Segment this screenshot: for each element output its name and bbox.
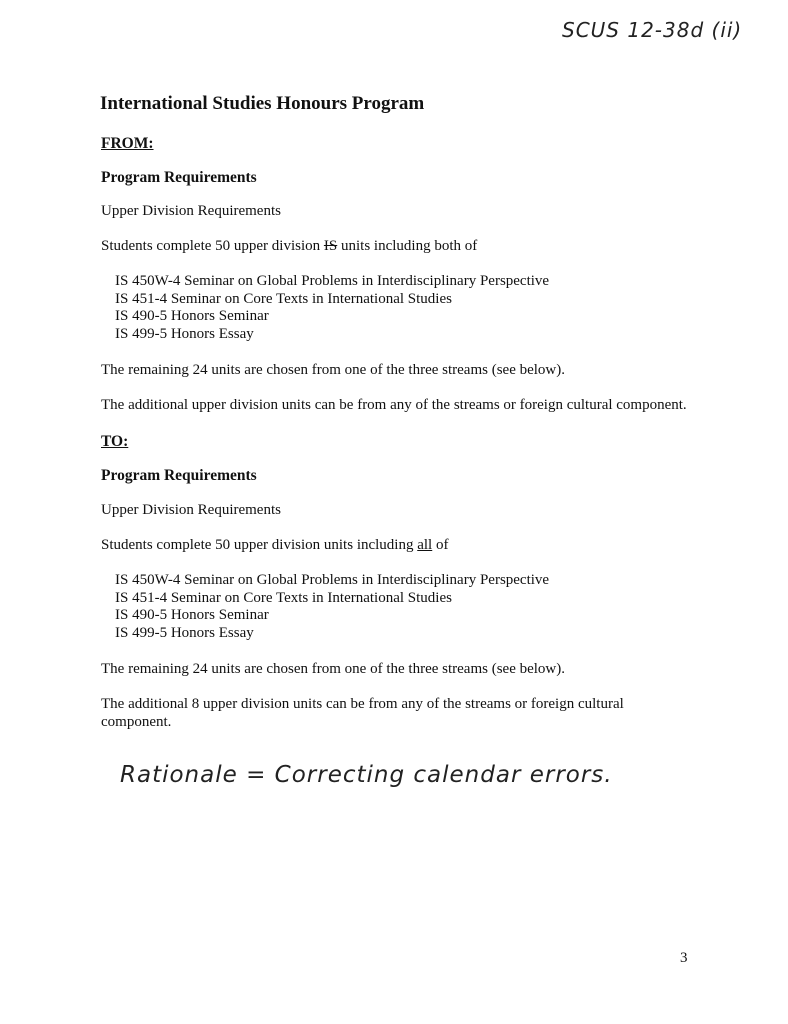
from-students-statement (101, 238, 477, 255)
from-students-prefix: Students complete 50 upper division (101, 238, 324, 254)
from-upper-division-heading: Upper Division Requirements (101, 203, 281, 219)
to-course-list (115, 572, 549, 642)
to-students-prefix: Students complete 50 upper division units including (101, 537, 418, 553)
course-item: IS 499-5 Honors Essay (115, 624, 254, 641)
from-course-list (115, 273, 549, 343)
handwritten-reference: SCUS 12-38d (ii) (562, 18, 743, 42)
struck-is-text: IS (323, 238, 338, 254)
to-remaining-units: The remaining 24 units are chosen from one of the three streams (see below). (101, 661, 566, 677)
to-additional-units-line-2: component. (101, 714, 172, 730)
page-title: International Studies Honours Program (100, 93, 425, 114)
course-item: IS 451-4 Seminar on Core Texts in International Studies (115, 290, 452, 307)
course-item: IS 450W-4 Seminar on Global Problems in Interdisciplinary Perspective (115, 273, 550, 289)
to-students-suffix: of (432, 537, 449, 553)
to-label: TO: (101, 433, 129, 450)
handwritten-rationale: Rationale = Correcting calendar errors. (120, 762, 613, 788)
from-label: FROM: (101, 135, 154, 152)
from-students-suffix: units including both of (337, 238, 478, 254)
course-item: IS 499-5 Honors Essay (115, 325, 254, 342)
underlined-all-text: all (417, 537, 433, 553)
from-remaining-units: The remaining 24 units are chosen from one of the three streams (see below). (101, 362, 566, 378)
from-program-requirements-heading: Program Requirements (101, 169, 257, 186)
to-students-statement (101, 537, 448, 554)
course-item: IS 450W-4 Seminar on Global Problems in Interdisciplinary Perspective (115, 572, 550, 588)
to-program-requirements-heading: Program Requirements (101, 467, 257, 484)
to-additional-units-line-1: The additional 8 upper division units can be from any of the streams or foreign cultural (101, 696, 624, 712)
course-item: IS 490-5 Honors Seminar (115, 308, 269, 324)
to-upper-division-heading: Upper Division Requirements (101, 502, 281, 518)
page-number: 3 (680, 950, 688, 966)
from-additional-units: The additional upper division units can be from any of the streams or foreign cultural component. (101, 397, 687, 413)
course-item: IS 451-4 Seminar on Core Texts in International Studies (115, 589, 452, 606)
course-item: IS 490-5 Honors Seminar (115, 607, 269, 623)
